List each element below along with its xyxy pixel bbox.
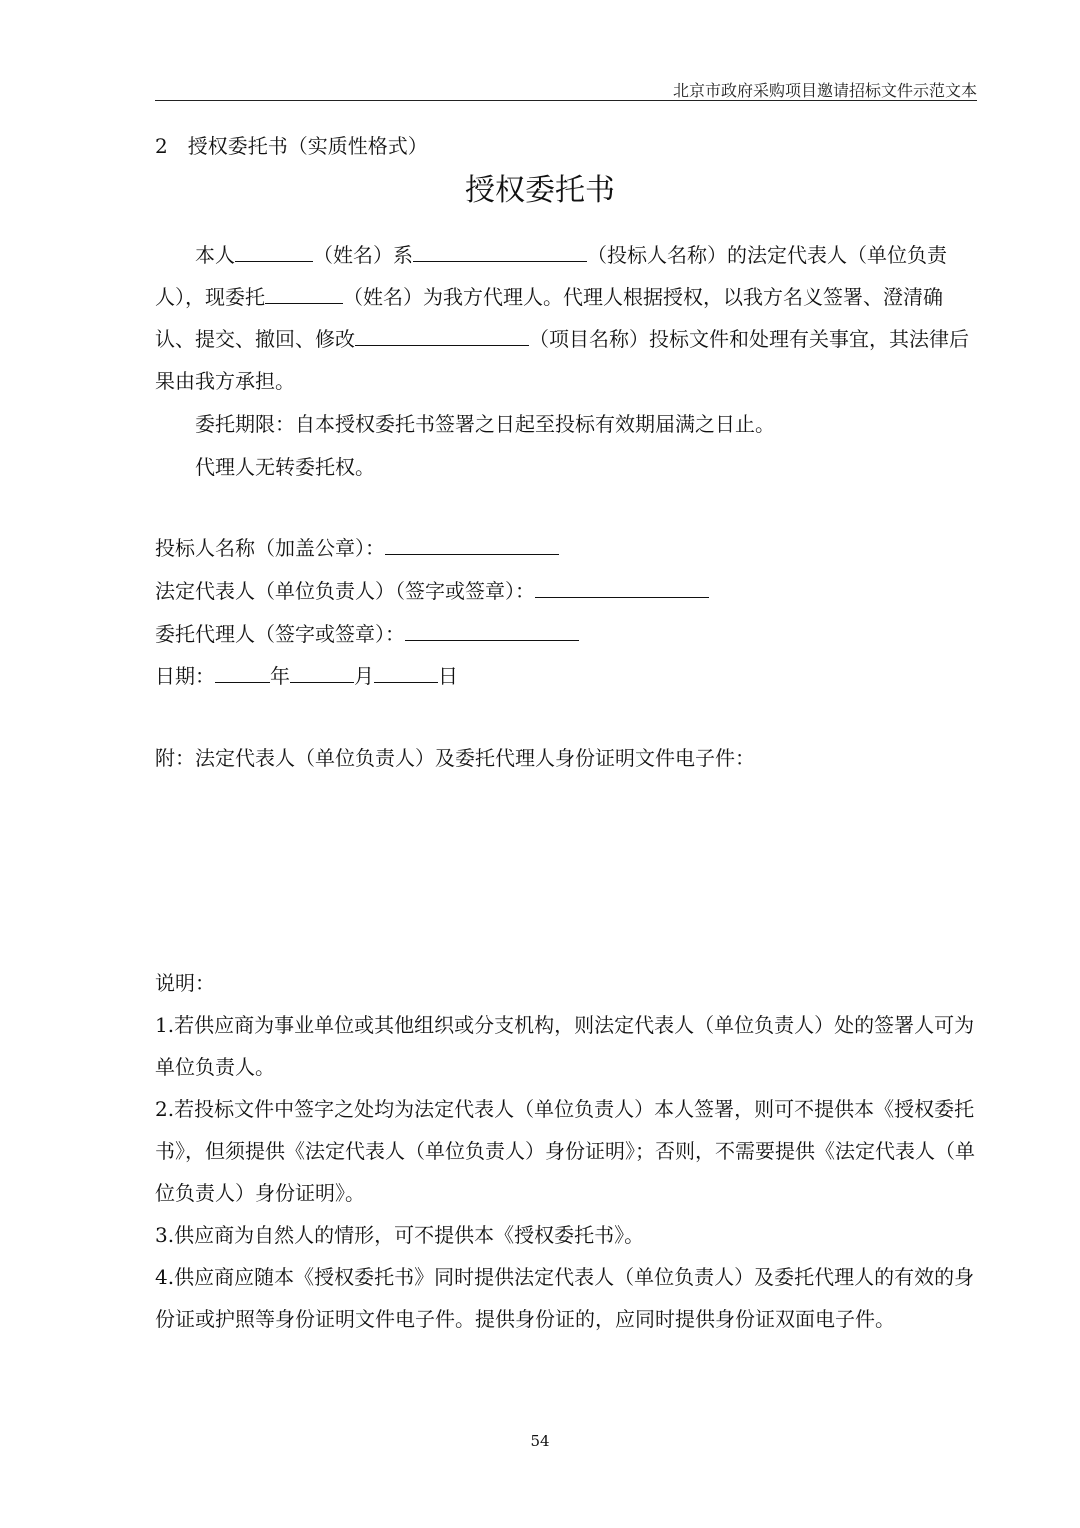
day-label: 日	[438, 664, 458, 688]
agent-name-blank[interactable]	[265, 281, 343, 304]
date-label: 日期：	[155, 664, 215, 688]
legal-rep-label: 法定代表人（单位负责人）（签字或签章）：	[155, 579, 535, 603]
page-number: 54	[530, 1432, 550, 1450]
note-item: 1.若供应商为事业单位或其他组织或分支机构，则法定代表人（单位负责人）处的签署人可为单位负责人。	[155, 1013, 975, 1079]
running-header: 北京市政府采购项目邀请招标文件示范文本	[672, 81, 977, 100]
header-rule	[155, 100, 977, 101]
project-name-blank[interactable]	[355, 323, 529, 346]
attachment-line: 附：法定代表人（单位负责人）及委托代理人身份证明文件电子件：	[155, 746, 755, 770]
agent-label: 委托代理人（签字或签章）：	[155, 622, 405, 646]
note-item: 3.供应商为自然人的情形，可不提供本《授权委托书》。	[155, 1223, 645, 1247]
bidder-signature-line	[155, 532, 559, 561]
year-label: 年	[270, 664, 290, 688]
year-blank[interactable]	[215, 660, 270, 683]
month-blank[interactable]	[290, 660, 354, 683]
text-segment: （项目名称）投标文件和处理有关事宜，其法律后果由我方承担。	[155, 327, 969, 393]
text-segment: 本人	[195, 243, 235, 267]
note-item: 4.供应商应随本《授权委托书》同时提供法定代表人（单位负责人）及委托代理人的有效的身份证或护照等身份证明文件电子件。提供身份证的，应同时提供身份证双面电子件。	[155, 1265, 975, 1331]
authorization-paragraph	[155, 234, 977, 402]
notes-section	[155, 962, 977, 1340]
no-subdelegation-paragraph: 代理人无转委托权。	[195, 455, 375, 479]
text-segment: （姓名）为我方代理人。代理人根据授权，以我方名义签署、澄清确认、提交、撤回、修改	[155, 285, 943, 351]
month-label: 月	[354, 664, 374, 688]
section-heading: 2 授权委托书（实质性格式）	[155, 134, 428, 158]
document-title: 授权委托书	[465, 173, 615, 208]
day-blank[interactable]	[374, 660, 438, 683]
agent-signature-blank[interactable]	[405, 618, 579, 641]
legal-rep-signature-line	[155, 575, 709, 604]
text-segment: （投标人名称）的法定代表人（单位负责人），现委托	[155, 243, 947, 309]
bidder-seal-blank[interactable]	[385, 532, 559, 555]
principal-name-blank[interactable]	[235, 239, 313, 262]
text-segment: （姓名）系	[313, 243, 413, 267]
note-item: 2.若投标文件中签字之处均为法定代表人（单位负责人）本人签署，则可不提供本《授权委托书》，但须提供《法定代表人（单位负责人）身份证明》；否则，不需要提供《法定代表人（单位负责人）身份证明》。	[155, 1097, 975, 1205]
date-line	[155, 660, 458, 689]
notes-heading: 说明：	[155, 971, 215, 995]
term-paragraph: 委托期限：自本授权委托书签署之日起至投标有效期届满之日止。	[195, 412, 775, 436]
bidder-label: 投标人名称（加盖公章）：	[155, 536, 385, 560]
legal-rep-signature-blank[interactable]	[535, 575, 709, 598]
bidder-name-blank[interactable]	[413, 239, 587, 262]
agent-signature-line	[155, 618, 579, 647]
